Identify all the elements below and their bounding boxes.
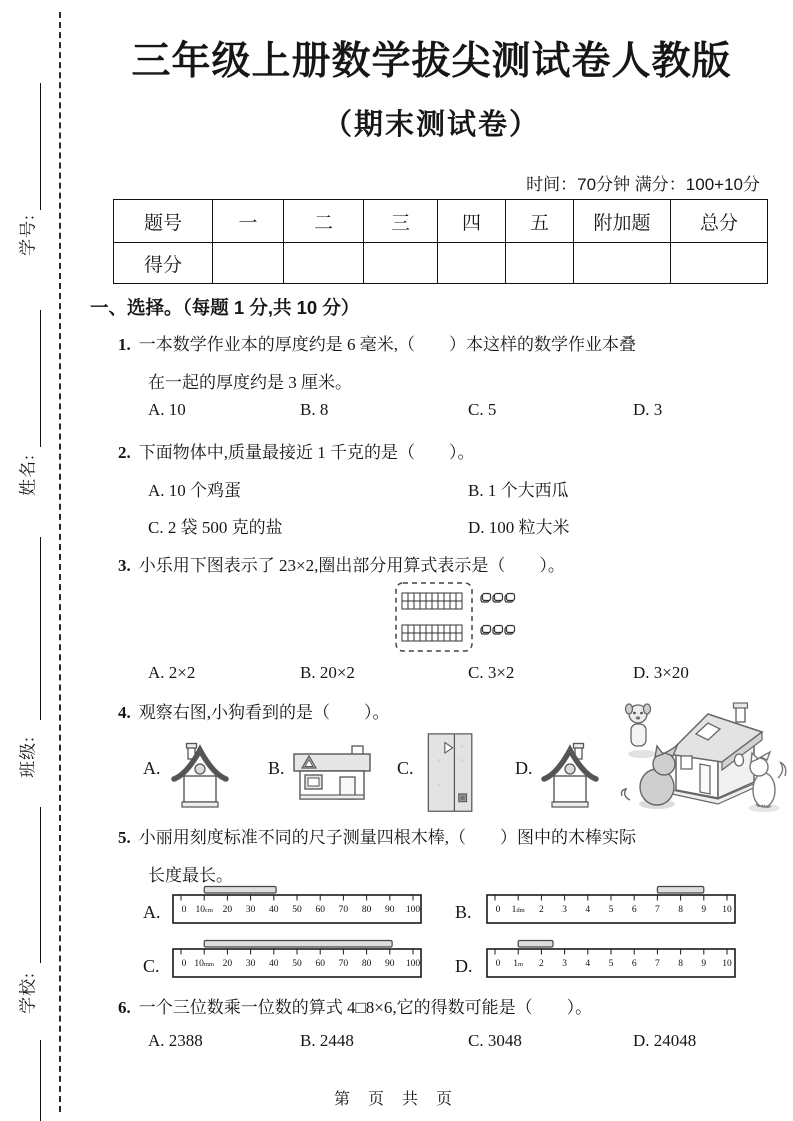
time-score-info: 时间：70分钟 满分：100+10分 [526, 175, 760, 194]
svg-text:8: 8 [678, 959, 683, 969]
option-b: B. 1 个大西瓜 [468, 481, 569, 500]
score-cell [438, 243, 506, 284]
question-6-options [118, 1031, 783, 1055]
score-header-cell: 四 [438, 200, 506, 243]
score-header-cell: 题号 [114, 200, 213, 243]
question-2-number: 2. [118, 443, 131, 462]
option-d: D. 100 粒大米 [468, 518, 570, 537]
student-name-label: 姓名: [18, 454, 38, 496]
option-d: D. 3 [633, 400, 663, 419]
svg-text:40: 40 [269, 959, 279, 969]
option-c: C. 3×2 [468, 663, 515, 682]
house-c-svg [424, 733, 477, 813]
score-cell [506, 243, 574, 284]
score-cell [284, 243, 364, 284]
question-2-text: 2. 下面物体中,质量最接近 1 千克的是（ ）。 [118, 443, 475, 462]
fold-dashed-line [59, 12, 61, 1112]
score-header-cell: 二 [284, 200, 364, 243]
q4-house-back-c-image [424, 733, 477, 813]
score-table [113, 199, 768, 284]
section1-heading: 一、选择。（每题 1 分,共 10 分） [90, 297, 360, 318]
q4-house-side-b-image [292, 742, 374, 808]
score-table-header-row [114, 200, 768, 243]
option-a: A. 10 [148, 400, 186, 419]
q4-scene-figure [612, 692, 787, 817]
ruler-svg [486, 884, 736, 926]
svg-text:9: 9 [701, 905, 707, 915]
option-d: D. 24048 [633, 1031, 697, 1050]
score-table-score-row [114, 243, 768, 284]
page-title: 三年级上册数学拔尖测试卷人教版 [131, 40, 732, 83]
student-name-writing-line [40, 310, 41, 447]
svg-text:80: 80 [361, 905, 372, 915]
question-3-text: 3. 小乐用下图表示了 23×2,圈出部分用算式表示是（ ）。 [118, 556, 565, 575]
score-cell [364, 243, 438, 284]
svg-text:20: 20 [222, 905, 233, 915]
svg-text:10: 10 [722, 905, 732, 915]
wood-stick [204, 887, 276, 894]
svg-text:0: 0 [495, 905, 501, 915]
option-a: A. 10 个鸡蛋 [148, 481, 242, 500]
ruler-svg [172, 938, 422, 980]
house-d-svg [541, 738, 599, 810]
question-6-text: 6. 一个三位数乘一位数的算式 4□8×6,它的得数可能是（ ）。 [118, 998, 593, 1017]
question-5-text: 5. 小丽用刻度标准不同的尺子测量四根木棒,（ ）图中的木棒实际 [118, 828, 636, 847]
svg-text:50: 50 [292, 905, 302, 915]
svg-text:1dm: 1dm [511, 905, 525, 915]
question-2-options-row2 [118, 513, 783, 537]
svg-text:10: 10 [722, 959, 732, 969]
svg-text:3: 3 [562, 905, 567, 915]
question-6-number: 6. [118, 998, 131, 1017]
svg-text:5: 5 [608, 959, 614, 969]
q5-ruler-b-figure [486, 884, 736, 926]
option-c: C. 5 [468, 400, 497, 419]
question-5-number: 5. [118, 828, 131, 847]
q4-option-b-label: B. [268, 758, 285, 778]
q4-option-d-label: D. [515, 758, 533, 778]
svg-text:1m: 1m [513, 959, 524, 969]
svg-text:50: 50 [292, 959, 302, 969]
option-b: B. 8 [300, 400, 329, 419]
svg-text:70: 70 [338, 905, 349, 915]
svg-text:30: 30 [245, 959, 256, 969]
svg-text:6: 6 [631, 959, 637, 969]
svg-text:10mm: 10mm [194, 959, 215, 969]
svg-text:2: 2 [539, 959, 544, 969]
question-2-options-row1 [118, 476, 783, 500]
ruler-svg [486, 938, 736, 980]
q3-blocks-svg [393, 580, 521, 654]
svg-text:4: 4 [585, 959, 591, 969]
svg-text:0: 0 [181, 905, 187, 915]
q5-ruler-d-label: D. [455, 956, 473, 976]
q4-scene-svg [612, 692, 787, 817]
score-cell [213, 243, 284, 284]
svg-text:70: 70 [338, 959, 349, 969]
option-a: A. 2×2 [148, 663, 196, 682]
q5-ruler-c-figure [172, 938, 422, 980]
class-label: 班级: [18, 736, 38, 778]
question-5-text-line2: 长度最长。 [148, 866, 233, 885]
score-header-cell: 附加题 [574, 200, 671, 243]
school-writing-line [40, 807, 41, 963]
page-subtitle: （期末测试卷） [322, 109, 540, 141]
page-footer: 第 页 共 页 [333, 1091, 459, 1108]
score-header-cell: 总分 [671, 200, 768, 243]
q4-option-c-label: C. [397, 758, 414, 778]
question-1-text-line2: 在一起的厚度约是 3 厘米。 [148, 373, 352, 392]
svg-text:40: 40 [269, 905, 279, 915]
q5-ruler-d-figure [486, 938, 736, 980]
svg-text:9: 9 [701, 959, 707, 969]
ruler-svg [172, 884, 422, 926]
svg-text:5: 5 [608, 905, 614, 915]
wood-stick [204, 941, 392, 948]
option-c: C. 3048 [468, 1031, 522, 1050]
svg-text:100: 100 [405, 959, 421, 969]
question-1-number: 1. [118, 335, 131, 354]
score-header-cell: 三 [364, 200, 438, 243]
svg-text:0: 0 [181, 959, 187, 969]
svg-text:7: 7 [655, 959, 660, 969]
svg-text:6: 6 [631, 905, 637, 915]
option-b: B. 20×2 [300, 663, 355, 682]
svg-text:0: 0 [495, 959, 501, 969]
option-a: A. 2388 [148, 1031, 203, 1050]
svg-text:60: 60 [315, 905, 325, 915]
score-row-label: 得分 [114, 243, 213, 284]
question-3-number: 3. [118, 556, 131, 575]
svg-text:4: 4 [585, 905, 591, 915]
svg-text:90: 90 [385, 905, 395, 915]
question-1-options [118, 400, 783, 424]
svg-text:2: 2 [539, 905, 544, 915]
option-c: C. 2 袋 500 克的盐 [148, 518, 283, 537]
question-4-text: 4. 观察右图,小狗看到的是（ ）。 [118, 703, 390, 722]
svg-text:100: 100 [405, 905, 421, 915]
svg-text:30: 30 [245, 905, 256, 915]
wood-stick [518, 941, 553, 948]
svg-text:60: 60 [315, 959, 325, 969]
class-writing-line [40, 537, 41, 720]
q4-house-front-a-image [171, 738, 229, 810]
q5-ruler-a-figure [172, 884, 422, 926]
score-header-cell: 五 [506, 200, 574, 243]
score-header-cell: 一 [213, 200, 284, 243]
house-a-svg [171, 738, 229, 810]
score-cell [574, 243, 671, 284]
q5-ruler-a-label: A. [143, 902, 161, 922]
score-cell [671, 243, 768, 284]
question-3-options [118, 663, 783, 687]
wood-stick [657, 887, 703, 894]
q5-ruler-c-label: C. [143, 956, 160, 976]
svg-text:8: 8 [678, 905, 683, 915]
option-d: D. 3×20 [633, 663, 689, 682]
q4-option-a-label: A. [143, 758, 161, 778]
student-id-writing-line [40, 83, 41, 210]
svg-text:90: 90 [385, 959, 395, 969]
question-1-text: 1. 一本数学作业本的厚度约是 6 毫米,（ ）本这样的数学作业本叠 [118, 335, 636, 354]
svg-text:20: 20 [222, 959, 233, 969]
student-id-label: 学号: [18, 214, 38, 256]
svg-text:7: 7 [655, 905, 660, 915]
house-b-svg [292, 742, 374, 808]
q4-house-front-d-image [541, 738, 599, 810]
question-4-number: 4. [118, 703, 131, 722]
svg-text:3: 3 [562, 959, 567, 969]
q5-ruler-b-label: B. [455, 902, 472, 922]
school-label: 学校: [18, 972, 38, 1014]
svg-text:10cm: 10cm [195, 905, 213, 915]
option-b: B. 2448 [300, 1031, 354, 1050]
svg-text:80: 80 [361, 959, 372, 969]
q3-blocks-figure [393, 580, 521, 654]
